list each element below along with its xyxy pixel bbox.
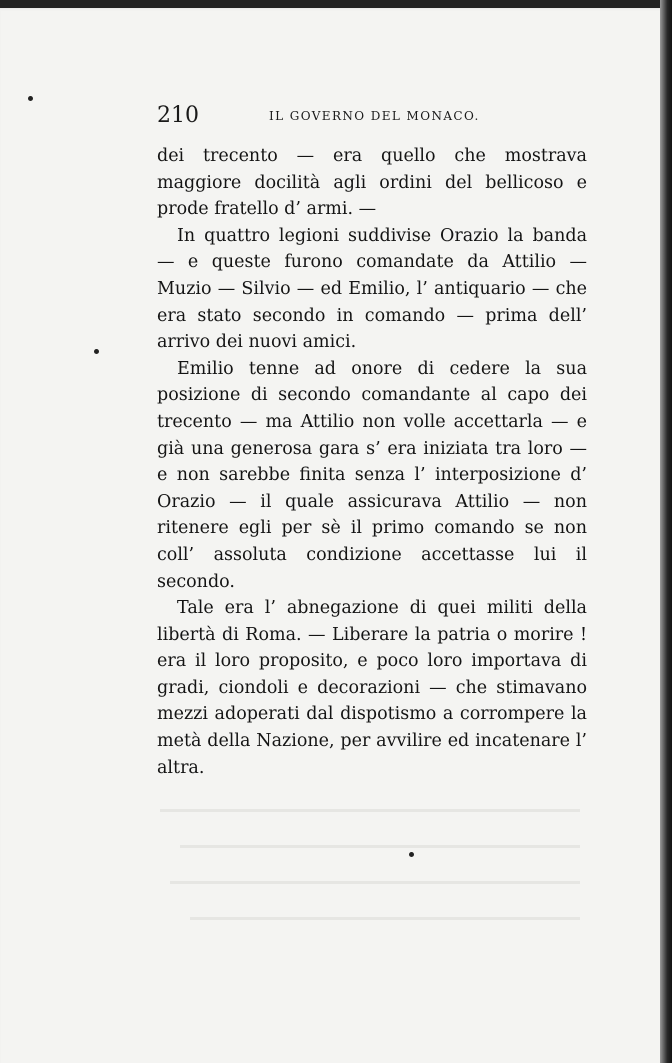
page-top-edge xyxy=(0,0,672,8)
speck-mark xyxy=(94,349,99,354)
paragraph: In quattro legioni suddivise Orazio la banda — e queste furono comandate da Attilio — Muzio — Silvio — ed Emilio, l’ antiquario — che era stato secondo in comando — prima dell’ arrivo dei nuovi amici. xyxy=(157,225,587,353)
body-text xyxy=(157,143,587,781)
speck-mark xyxy=(28,96,33,101)
page-header xyxy=(157,100,587,132)
book-spine xyxy=(660,0,672,1063)
paragraph: dei trecento — era quello che mostrava maggiore docilità agli ordini del bellicoso e prode fratello d’ armi. — xyxy=(157,146,587,220)
page-number: 210 xyxy=(157,103,199,128)
paragraph: Tale era l’ abnegazione di quei militi della libertà di Roma. — Liberare la patria o morire ! era il loro proposito, e poco loro importava di gradi, ciondoli e decorazioni — che stimavano mezzi adoperati dal dispotismo a corrompere la metà della Nazione, per avvilire ed incatenare l’ altra. xyxy=(157,598,587,778)
running-title: IL GOVERNO DEL MONACO. xyxy=(269,109,480,123)
show-through-ink xyxy=(150,782,580,926)
paragraph: Emilio tenne ad onore di cedere la sua posizione di secondo comandante al capo dei trecento — ma Attilio non volle accettarla — e già una generosa gara s’ era iniziata tra loro — e non sarebbe finita senza l’ interposizione d’ Orazio — il quale assicurava Attilio — non ritenere egli per sè il primo comando se non coll’ assoluta condizione accettasse lui il secondo. xyxy=(157,358,587,592)
